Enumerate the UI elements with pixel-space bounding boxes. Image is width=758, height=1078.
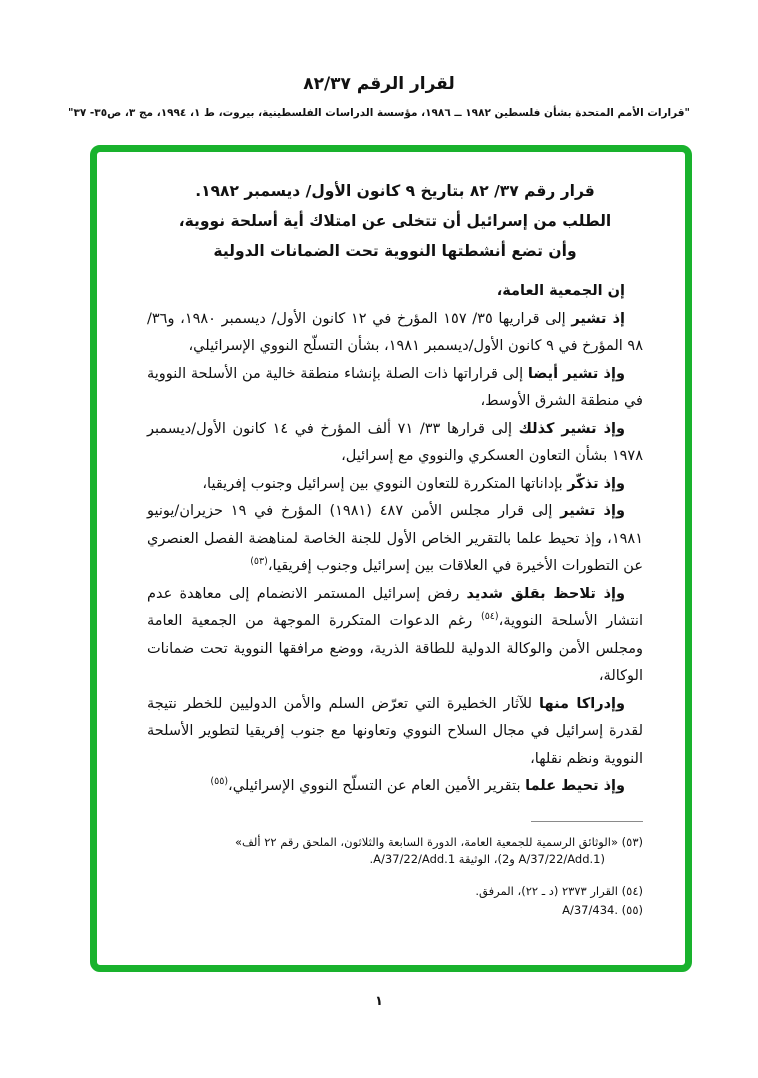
text-segment: وإذ تشير أيضا	[527, 365, 625, 382]
text-segment: بإداناتها المتكررة للتعاون النووي بين إسرائيل وجنوب إفريقيا،	[202, 475, 568, 492]
body-paragraph	[147, 691, 643, 774]
footnote-ref: (٥٥)	[210, 776, 229, 787]
text-segment: إذ تشير	[571, 310, 626, 327]
resolution-heading	[147, 176, 643, 266]
footnotes	[147, 834, 643, 920]
frame-content	[97, 152, 685, 965]
footnote-separator	[531, 821, 643, 822]
text-segment: إلى قرارها ٣٣/ ٧١ ألف المؤرخ في ١٤ كانون الأول/ديسمبر ١٩٧٨ بشأن التعاون العسكري والنووي مع إسرائيل،	[147, 420, 643, 464]
body-paragraph	[147, 361, 643, 416]
text-segment: وإذ تشير	[560, 503, 625, 519]
body-paragraph	[147, 416, 643, 471]
text-segment: بتقرير الأمين العام عن التسلّح النووي الإسرائيلي،	[228, 778, 526, 794]
heading-line: قرار رقم ٣٧/ ٨٢ بتاريخ ٩ كانون الأول/ ديسمبر ١٩٨٢.	[195, 182, 595, 200]
body-paragraph	[147, 471, 643, 499]
resolution-body	[147, 278, 643, 801]
footnote-item	[147, 834, 643, 869]
heading-line: الطلب من إسرائيل أن تتخلى عن امتلاك أية أسلحة نووية،	[178, 212, 612, 230]
body-paragraph	[147, 581, 643, 691]
text-segment: (٥٣) «الوثائق الرسمية للجمعية العامة، الدورة السابعة والثلاثون، الملحق رقم ٢٢ ألف» (A/37/22/Add.1 و2)، الوثيقة A/37/22/Add.1.	[234, 834, 643, 866]
source-citation: "قرارات الأمم المتحدة بشأن فلسطين ١٩٨٢ ــ ١٩٨٦، مؤسسة الدراسات الفلسطينية، بيروت، ط ١، ١٩٩٤، مج ٣، ص٣٥- ٣٧"	[67, 107, 691, 119]
text-segment: إلى قراراتها ذات الصلة بإنشاء منطقة خالية من الأسلحة النووية في منطقة الشرق الأوسط،	[147, 365, 643, 409]
text-segment: رفض إسرائيل المستمر الانضمام إلى معاهدة عدم انتشار الأسلحة النووية،	[147, 585, 643, 629]
text-segment: (٥٤) القرار ٢٣٧٣ (د ـ ٢٢)، المرفق.	[475, 883, 643, 898]
body-paragraph	[147, 278, 643, 306]
body-paragraph	[147, 306, 643, 361]
text-segment: إن الجمعية العامة،	[496, 283, 625, 299]
text-segment: وإذ تذكّر	[567, 475, 625, 492]
footnote-ref: (٥٤)	[480, 611, 499, 622]
text-segment: A/37/434.	[562, 903, 618, 917]
text-segment: وإذ تحيط علما	[525, 778, 625, 794]
text-segment: رغم الدعوات المتكررة الموجهة من الجمعية العامة ومجلس الأمن والوكالة الدولية للطاقة الذرية، ووضع مرافقها النووية تحت ضمانات الوكالة،	[147, 613, 643, 684]
text-segment: للآثار الخطيرة التي تعرّض السلم والأمن الدوليين للخطر نتيجة لقدرة إسرائيل في مجال السلاح النووي وتعاونها مع جنوب إفريقيا لتطوير الأسلحة النووية ونظم نقلها،	[147, 695, 643, 767]
document-title: لقرار الرقم ٨٢/٣٧	[303, 74, 455, 94]
body-paragraph	[147, 773, 643, 801]
text-segment: وإذ تلاحظ بقلق شديد	[466, 585, 625, 602]
heading-line: وأن تضع أنشطتها النووية تحت الضمانات الدولية	[213, 242, 577, 260]
page-number: ١	[375, 994, 383, 1009]
text-segment: وإذ تشير كذلك	[518, 420, 626, 437]
footnote-ref: (٥٣)	[250, 556, 268, 567]
text-segment: وإدراكا منها	[539, 695, 625, 712]
body-paragraph	[147, 498, 643, 581]
text-segment: (٥٥)	[617, 903, 643, 917]
footnote-item	[147, 883, 643, 901]
footnote-item	[147, 902, 643, 920]
text-segment: إلى قراريها ٣٥/ ١٥٧ المؤرخ في ١٢ كانون الأول/ ديسمبر ١٩٨٠، و٣٦/ ٩٨ المؤرخ في ٩ كانون الأول/ديسمبر ١٩٨١، بشأن التسلّح النووي الإسرائيلي،	[147, 310, 643, 354]
text-segment: إلى قرار مجلس الأمن ٤٨٧ (١٩٨١) المؤرخ في ١٩ حزيران/يونيو ١٩٨١، وإذ تحيط علما بالتقرير الخاص الأول للجنة الخاصة لمناهضة الفصل العنصري عن التطورات الأخيرة في العلاقات بين إسرائيل وجنوب إفريقيا،	[147, 503, 643, 574]
green-frame	[90, 145, 692, 972]
